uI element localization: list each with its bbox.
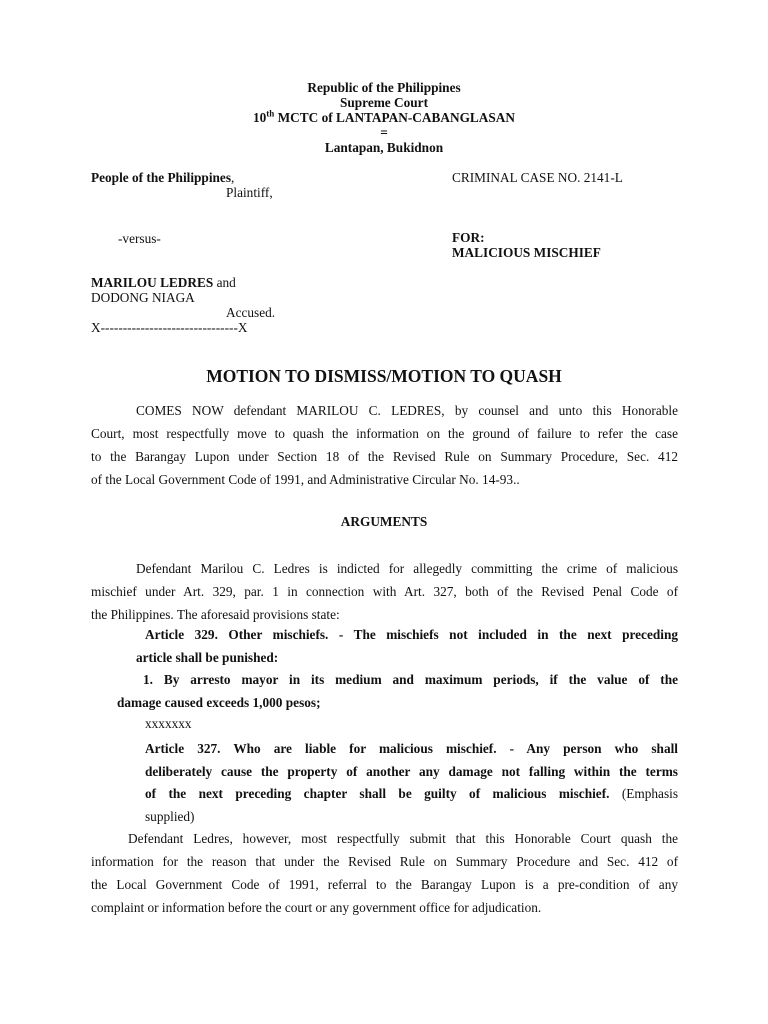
emphasis-note-end: supplied) — [145, 808, 195, 824]
intro-line: to the Barangay Lupon under Section 18 of the Revised Rule on Summary Procedure, Sec. 412 — [91, 449, 678, 464]
offense-label: MALICIOUS MISCHIEF — [452, 245, 601, 260]
arguments-line: the Local Government Code of 1991, referral to the Barangay Lupon is a pre-condition of any — [91, 877, 678, 892]
header-equals: = — [380, 125, 388, 140]
accused-role: Accused. — [226, 305, 276, 320]
accused-line-1 — [91, 275, 236, 290]
quote-line: 1. By arresto mayor in its medium and maximum periods, if the value of the — [143, 672, 678, 687]
header-mctc — [0, 110, 768, 125]
plaintiff-comma: , — [231, 170, 235, 185]
quote-line: Article 329. Other mischiefs. - The mischiefs not included in the next preceding — [145, 627, 678, 642]
intro-line: Court, most respectfully move to quash the information on the ground of failure to refer the case — [91, 426, 678, 441]
arguments-line: Defendant Ledres, however, most respectfully submit that this Honorable Court quash the — [128, 831, 678, 846]
article-329-item-1 — [117, 669, 678, 714]
mctc-number: 10 — [252, 110, 267, 125]
quote-line-with-note — [145, 783, 678, 806]
accused-and: and — [213, 275, 236, 290]
accused-name-2: DODONG NIAGA — [91, 290, 195, 305]
quote-line: damage caused exceeds 1,000 pesos; — [117, 694, 321, 710]
plaintiff-name: People of the Philippines — [91, 170, 231, 185]
arguments-paragraph-2 — [91, 827, 678, 919]
intro-line: of the Local Government Code of 1991, and Administrative Circular No. 14-93.. — [91, 472, 520, 487]
quote-line: deliberately cause the property of another any damage not falling within the terms — [145, 763, 678, 779]
mctc-ordinal: th — [266, 108, 275, 119]
versus-label: -versus- — [118, 231, 161, 246]
intro-line: COMES NOW defendant MARILOU C. LEDRES, by counsel and unto this Honorable — [136, 403, 678, 418]
arguments-paragraph-1 — [91, 557, 678, 626]
article-329-quote — [136, 624, 678, 669]
arguments-line: Defendant Marilou C. Ledres is indicted for allegedly committing the crime of malicious — [136, 561, 678, 576]
article-327-quote — [145, 738, 678, 828]
quote-line: Article 327. Who are liable for malicious mischief. - Any person who shall — [145, 741, 678, 756]
arguments-line: information for the reason that under the Revised Rule on Summary Procedure and Sec. 412 of — [91, 854, 678, 869]
arguments-line: the Philippines. The aforesaid provisions state: — [91, 607, 340, 622]
header-court: Supreme Court — [339, 95, 429, 110]
emphasis-note: (Emphasis — [609, 786, 678, 801]
quote-line: article shall be punished: — [136, 649, 279, 665]
plaintiff-role: Plaintiff, — [226, 185, 273, 200]
for-label: FOR: — [452, 230, 485, 245]
accused-name-1: MARILOU LEDRES — [91, 275, 214, 290]
quote-text: of the next preceding chapter shall be guilty of malicious mischief. — [145, 786, 610, 801]
header-republic: Republic of the Philippines — [307, 80, 461, 95]
case-number: CRIMINAL CASE NO. 2141-L — [452, 170, 623, 185]
document-title: MOTION TO DISMISS/MOTION TO QUASH — [206, 366, 562, 386]
mctc-name: MCTC of LANTAPAN-CABANGLASAN — [274, 110, 515, 125]
arguments-heading: ARGUMENTS — [340, 514, 428, 529]
arguments-line: mischief under Art. 329, par. 1 in connection with Art. 327, both of the Revised Penal Code of — [91, 584, 678, 599]
header-location: Lantapan, Bukidnon — [324, 140, 444, 155]
caption-separator: X-------------------------------X — [91, 320, 248, 335]
plaintiff-line — [91, 170, 234, 185]
arguments-line: complaint or information before the court or any government office for adjudication. — [91, 900, 542, 915]
intro-paragraph — [91, 399, 678, 491]
omission-marker: xxxxxxx — [145, 716, 192, 731]
